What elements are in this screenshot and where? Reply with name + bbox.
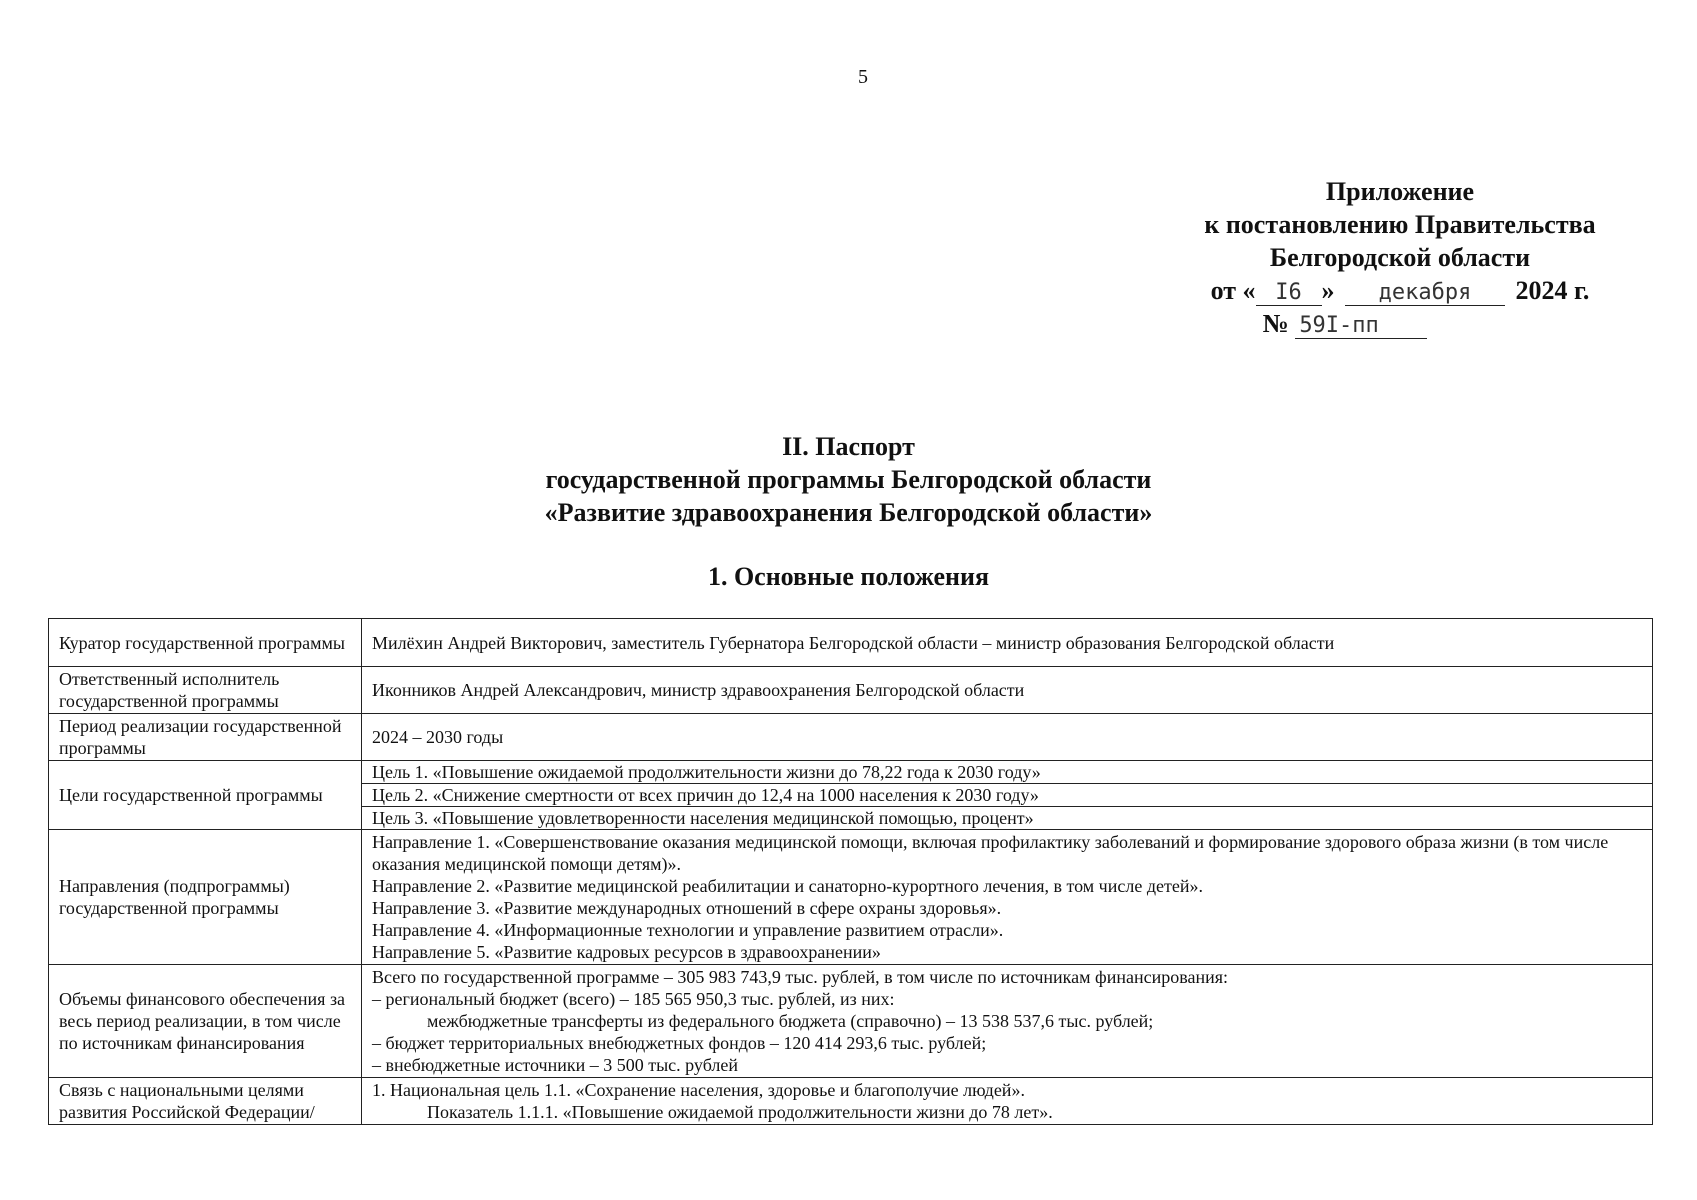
appendix-block <box>1170 175 1630 340</box>
table-row-directions <box>49 830 1653 965</box>
table-row-financing <box>49 965 1653 1078</box>
financing-line: – бюджет территориальных внебюджетных фондов – 120 414 293,6 тыс. рублей; <box>372 1033 987 1053</box>
row-label: Связь с национальными целями развития Российской Федерации/ <box>49 1078 362 1125</box>
row-value <box>362 1078 1653 1125</box>
financing-line: межбюджетные трансферты из федерального бюджета (справочно) – 13 538 537,6 тыс. рублей; <box>427 1011 1154 1031</box>
appendix-title: Приложение <box>1325 177 1475 206</box>
appendix-line-3: Белгородской области <box>1269 243 1531 272</box>
row-label: Цели государственной программы <box>49 761 362 830</box>
page-number: 5 <box>858 66 868 88</box>
title-line-3: «Развитие здравоохранения Белгородской области» <box>544 498 1153 527</box>
table-row-goals <box>49 761 1653 830</box>
date-day: I6 <box>1256 281 1322 306</box>
appendix-number <box>1060 307 1630 340</box>
title-line-1: II. Паспорт <box>782 432 915 461</box>
financing-line: – региональный бюджет (всего) – 185 565 950,3 тыс. рублей, из них: <box>372 989 895 1009</box>
table-row-curator <box>49 619 1653 667</box>
national-line: 1. Национальная цель 1.1. «Сохранение населения, здоровье и благополучие людей». <box>372 1080 1025 1100</box>
direction-item: Направление 2. «Развитие медицинской реабилитации и санаторно-курортного лечения, в том числе детей». <box>372 876 1203 896</box>
row-value <box>362 965 1653 1078</box>
row-value: Милёхин Андрей Викторович, заместитель Губернатора Белгородской области – министр образования Белгородской области <box>362 619 1653 667</box>
row-label: Куратор государственной программы <box>49 619 362 667</box>
row-label: Период реализации государственной программы <box>49 714 362 761</box>
passport-table <box>48 618 1653 1125</box>
direction-item: Направление 3. «Развитие международных отношений в сфере охраны здоровья». <box>372 898 1002 918</box>
section-title: 1. Основные положения <box>707 562 990 591</box>
direction-item: Направление 4. «Информационные технологии и управление развитием отрасли». <box>372 920 1004 940</box>
direction-item: Направление 5. «Развитие кадровых ресурсов в здравоохранении» <box>372 942 881 962</box>
goal-item: Цель 2. «Снижение смертности от всех причин до 12,4 на 1000 населения к 2030 году» <box>362 784 1652 807</box>
national-line: Показатель 1.1.1. «Повышение ожидаемой продолжительности жизни до 78 лет». <box>427 1102 1053 1122</box>
appendix-line-2: к постановлению Правительства <box>1204 210 1596 239</box>
row-value <box>362 830 1653 965</box>
row-value <box>362 761 1653 830</box>
date-prefix: от « <box>1210 276 1256 305</box>
date-year: 2024 г. <box>1515 276 1590 305</box>
financing-line: Всего по государственной программе – 305 983 743,9 тыс. рублей, в том числе по источникам финансирования: <box>372 967 1229 987</box>
goal-item: Цель 3. «Повышение удовлетворенности населения медицинской помощью, процент» <box>372 808 1034 828</box>
row-value: 2024 – 2030 годы <box>362 714 1653 761</box>
direction-item: Направление 1. «Совершенствование оказания медицинской помощи, включая профилактику заболеваний и формирование здорового образа жизни (в том числе оказания медицинской помощи детям)». <box>372 832 1609 874</box>
row-label: Ответственный исполнитель государственной программы <box>49 667 362 714</box>
row-value: Иконников Андрей Александрович, министр здравоохранения Белгородской области <box>362 667 1653 714</box>
table-row-executor <box>49 667 1653 714</box>
table-row-national <box>49 1078 1653 1125</box>
financing-line: – внебюджетные источники – 3 500 тыс. рублей <box>372 1055 739 1075</box>
row-label: Объемы финансового обеспечения за весь период реализации, в том числе по источникам финансирования <box>49 965 362 1078</box>
number-prefix: № <box>1262 309 1289 338</box>
row-label: Направления (подпрограммы) государственной программы <box>49 830 362 965</box>
goal-item: Цель 1. «Повышение ожидаемой продолжительности жизни до 78,22 года к 2030 году» <box>362 761 1652 784</box>
document-number: 59I-пп <box>1295 314 1427 339</box>
appendix-date <box>1170 274 1630 307</box>
date-month: декабря <box>1345 281 1505 306</box>
table-row-period <box>49 714 1653 761</box>
document-title <box>0 430 1697 529</box>
date-mid: » <box>1321 276 1335 305</box>
title-line-2: государственной программы Белгородской области <box>545 465 1152 494</box>
